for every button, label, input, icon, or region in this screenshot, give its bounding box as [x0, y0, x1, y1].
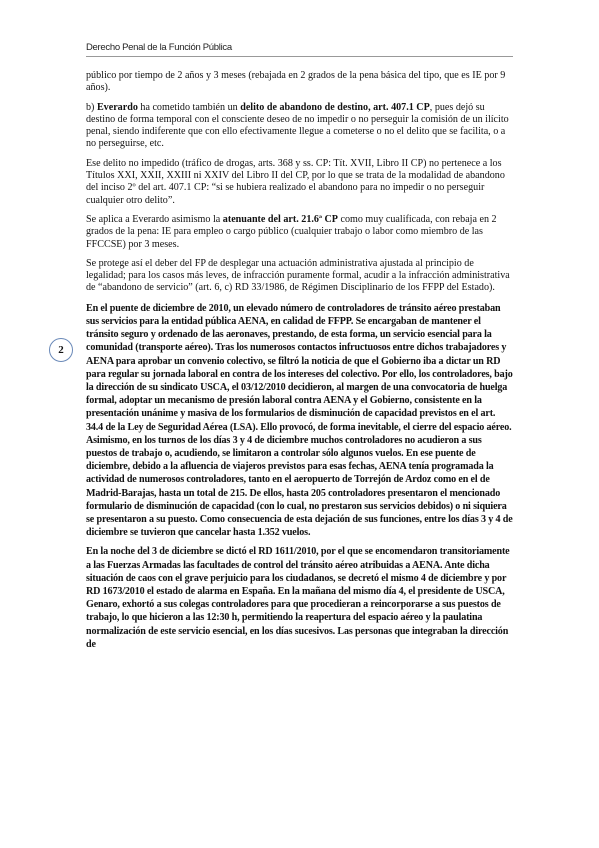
- paragraph-abandono-destino: [86, 102, 513, 151]
- page-body: [86, 70, 513, 657]
- paragraph-continuation: público por tiempo de 2 años y 3 meses (rebajada en 2 grados de la pena básica del tipo, que es IE por 9 años).: [86, 70, 506, 94]
- paragraph-bien-juridico: Se protege así el deber del FP de desplegar una actuación administrativa ajustada al principio de legalidad; para los casos más leves, de infracción puramente formal, acudir a la infracción administrativa de “abandono de servicio” (art. 6, c) RD 33/1986, de Régimen Disciplinario de los FFPP del Estado).: [86, 257, 510, 294]
- paragraph-atenuante: [86, 214, 513, 251]
- case-statement-paragraph: En el puente de diciembre de 2010, un elevado número de controladores de tránsito aéreo prestaban sus servicios para la entidad pública AENA, en calidad de FFPP. Se encargaban de mantener el tránsito seguro y ordenado de las aeronaves, prestando, de esta forma, un servicio esencial para la comunidad (transporte aéreo). Tras los numerosos contactos infructuosos entre dichos trabajadores y AENA para aprobar un convenio colectivo, se filtró la noticia de que el Gobierno iba a dictar un RD para regular su jornada laboral en contra de los intereses del colectivo. Por ello, los controladores, bajo la dirección de su sindicato USCA, el 03/12/2010 decidieron, al margen de una convocatoria de huelga formal, adoptar un mecanismo de presión laboral contra AENA y el Gobierno, consistente en la presentación unánime y masiva de los formularios de disminución de capacidad previstos en el art. 34.4 de la Ley de Seguridad Aérea (LSA). Ello provocó, de forma inevitable, el cierre del espacio aéreo. Asimismo, en los turnos de los días 3 y 4 de diciembre muchos controladores no acudieron a sus puestos de trabajo o, acudiendo, se limitaron a controlar sólo algunos vuelos. En ese puente de diciembre, debido a la afluencia de viajeros previstos para esas fechas, AENA tenía programada la actividad de numerosos controladores, tanto en el aeropuerto de Torrejón de Ardoz como en el de Madrid-Barajas, hasta un total de 215. De ellos, hasta 205 controladores presentaron el mencionado formulario de disminución de capacidad (con lo cual, no prestaron sus servicios debidos) o ni siquiera se presentaron a su puesto. Como consecuencia de esta dejación de sus funciones, entre los días 3 y 4 de diciembre se tuvieron que cancelar hasta 1.352 vuelos.: [86, 302, 513, 539]
- paragraph-text: ha cometido también un: [137, 101, 241, 113]
- case-statement-paragraph: En la noche del 3 de diciembre se dictó el RD 1611/2010, por el que se encomendaron transitoriamente a las Fuerzas Armadas las facultades de control del tránsito aéreo atribuidas a AENA. Ante dicha situación de caos con el grave perjuicio para los ciudadanos, se decretó el mismo 4 de diciembre y por RD 1673/2010 el estado de alarma en España. En la mañana del mismo día 4, el presidente de USCA, Genaro, exhortó a sus colegas controladores para que procedieran a reincorporarse a sus puestos de trabajo, lo que hicieron a las 12:30 h, permitiendo la reapertura del espacio aéreo y la paulatina normalización de este servicio esencial, en los días sucesivos. Las personas que integraban la dirección de: [86, 546, 510, 650]
- paragraph-text: como muy cualificada, con rebaja en 2 grados de la pena: IE para empleo o cargo público (cualquier trabajo o labor como miembro de las FFCCSE) por 3 meses.: [86, 213, 497, 250]
- paragraph-text: b): [86, 101, 97, 113]
- person-name: Everardo: [96, 101, 138, 113]
- running-header: Derecho Penal de la Función Pública: [86, 42, 232, 53]
- header-rule: [86, 56, 513, 57]
- offence-reference: delito de abandono de destino, art. 407.1 CP: [240, 101, 430, 113]
- paragraph-text: Se aplica a Everardo asimismo la: [86, 213, 223, 225]
- case-number-badge: 2: [49, 338, 73, 362]
- paragraph-delito-no-impedido: Ese delito no impedido (tráfico de drogas, arts. 368 y ss. CP: Tít. XVII, Libro II CP) no pertenece a los Títulos XXI, XXII, XXIII ni XXIV del Libro II del CP, por lo que se trata de la modalidad de abandono del inciso 2º del art. 407.1 CP: “si se hubiera realizado el abandono para no impedir o no perseguir cualquier otro delito”.: [86, 157, 505, 206]
- mitigating-reference: atenuante del art. 21.6ª CP: [222, 213, 338, 225]
- paragraph-text: , pues dejó su destino de forma temporal con el consciente deseo de no impedir o no perseguir la comisión de un ilícito penal, siendo indiferente que con ello efectivamente llegue a cometerse o no el delito que se facilita, o a no perseguirse, etc.: [86, 101, 509, 150]
